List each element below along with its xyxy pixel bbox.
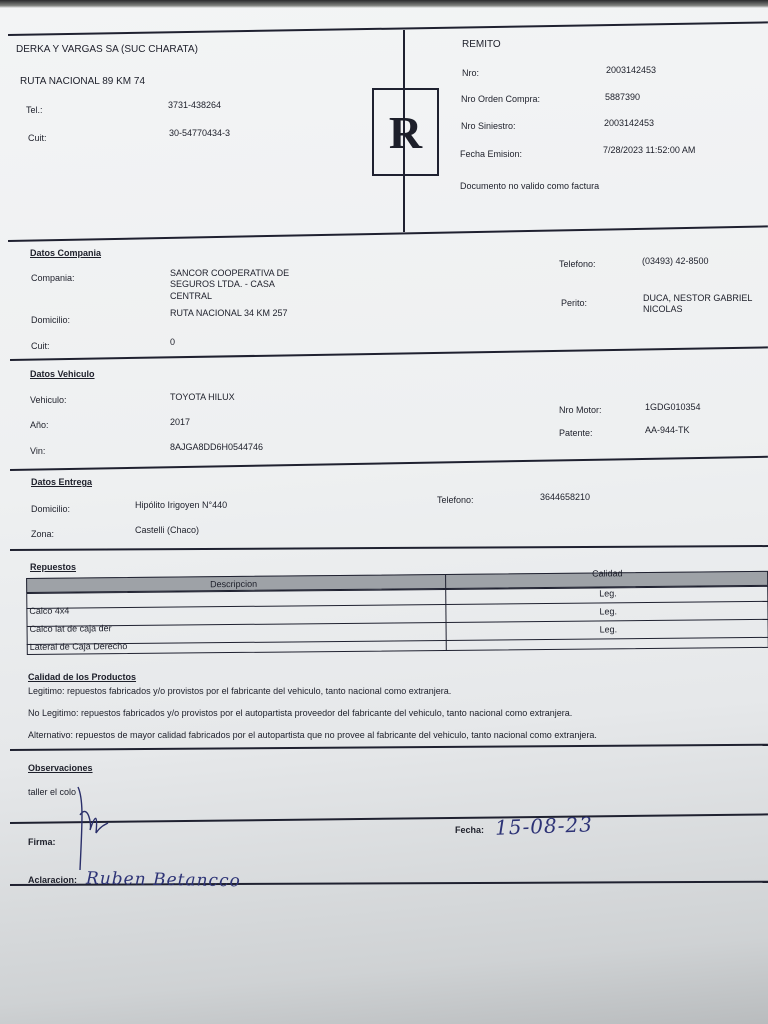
company-name: DERKA Y VARGAS SA (SUC CHARATA): [16, 44, 198, 55]
compania-line3: CENTRAL: [170, 291, 213, 301]
repuestos-heading: Repuestos: [30, 562, 77, 572]
vin-label: Vin:: [30, 446, 46, 456]
signature-mark: [70, 775, 110, 875]
col-calidad: Calidad: [592, 568, 623, 579]
compania-telefono: (03493) 42-8500: [642, 256, 709, 266]
compania-line1: SANCOR COOPERATIVA DE: [170, 268, 290, 278]
compania-domicilio-label: Domicilio:: [31, 315, 71, 325]
aclaracion-label: Aclaracion:: [28, 875, 78, 885]
perito-line1: DUCA, NESTOR GABRIEL: [643, 293, 753, 303]
remito-orden-label: Nro Orden Compra:: [461, 94, 541, 104]
remito-siniestro: 2003142453: [604, 118, 655, 128]
col-descripcion: Descripcion: [210, 578, 258, 590]
observaciones-heading: Observaciones: [28, 763, 93, 773]
calidad-alternativo: Alternativo: repuestos de mayor calidad fabricados por el autopartista que no provee al fabricante del vehiculo, tanto nacional como extranjera.: [28, 730, 597, 740]
doc-letter-box: R: [372, 88, 439, 176]
compania-cuit-label: Cuit:: [31, 341, 50, 351]
table-cell-descripcion: Calco 4x4: [29, 605, 70, 616]
observaciones-text: taller el colo: [28, 787, 77, 797]
anio-label: Año:: [30, 420, 49, 430]
calidad-heading: Calidad de los Productos: [28, 672, 137, 682]
entrega-domicilio: Hipólito Irigoyen N°440: [135, 500, 228, 510]
remito-orden: 5887390: [605, 92, 641, 102]
aclaracion-handwritten: Ruben Betancco: [85, 868, 241, 892]
motor-value: 1GDG010354: [645, 402, 701, 412]
company-cuit: 30-54770434-3: [169, 128, 231, 138]
vehiculo-label: Vehiculo:: [30, 395, 67, 405]
vehiculo-bottom-rule: [10, 456, 768, 471]
remito-siniestro-label: Nro Siniestro:: [461, 121, 516, 131]
entrega-telefono-label: Telefono:: [437, 495, 474, 505]
patente-value: AA-944-TK: [645, 425, 690, 435]
remito-nro-label: Nro:: [462, 68, 480, 78]
compania-cuit: 0: [170, 337, 176, 347]
firma-label: Firma:: [28, 837, 56, 847]
compania-heading: Datos Compania: [30, 248, 102, 258]
remito-title: REMITO: [462, 39, 501, 50]
table-cell-calidad: Leg.: [599, 624, 618, 635]
table-cell-descripcion: Lateral de Caja Derecho: [29, 641, 128, 652]
calidad-bottom-rule: [10, 744, 768, 751]
vehiculo-heading: Datos Vehiculo: [30, 369, 95, 379]
compania-bottom-rule: [10, 346, 768, 361]
remito-nro: 2003142453: [606, 65, 657, 75]
compania-label: Compania:: [31, 273, 75, 283]
company-cuit-label: Cuit:: [28, 133, 47, 143]
observaciones-bottom-rule: [10, 813, 768, 824]
fecha-label: Fecha:: [455, 825, 485, 835]
remito-fecha-label: Fecha Emision:: [460, 149, 523, 159]
perito-line2: NICOLAS: [643, 304, 683, 314]
compania-domicilio: RUTA NACIONAL 34 KM 257: [170, 308, 288, 318]
vehiculo-value: TOYOTA HILUX: [170, 392, 235, 402]
company-tel-label: Tel.:: [26, 105, 43, 115]
table-cell-calidad: Leg.: [599, 588, 617, 599]
perito-label: Perito:: [561, 298, 588, 308]
calidad-no-legitimo: No Legitimo: repuestos fabricados y/o provistos por el autopartista proveedor del fabricante del vehiculo, tanto nacional como extranjera.: [28, 708, 573, 718]
company-tel: 3731-438264: [168, 100, 222, 110]
entrega-domicilio-label: Domicilio:: [31, 504, 71, 514]
entrega-telefono: 3644658210: [540, 492, 591, 502]
entrega-heading: Datos Entrega: [31, 477, 93, 487]
table-cell-calidad: Leg.: [599, 606, 618, 617]
fecha-handwritten: 15-08-23: [494, 812, 594, 840]
entrega-zona-label: Zona:: [31, 529, 55, 539]
entrega-zona: Castelli (Chaco): [135, 525, 200, 535]
remito-fecha: 7/28/2023 11:52:00 AM: [603, 145, 696, 155]
scan-shadow: [0, 0, 768, 8]
vin-value: 8AJGA8DD6H0544746: [170, 442, 264, 452]
header-top-rule: [8, 21, 768, 36]
table-cell-descripcion: Calco lat de caja der: [29, 623, 112, 634]
calidad-legitimo: Legitimo: repuestos fabricados y/o provistos por el fabricante del vehiculo, tanto nacional como extranjera.: [28, 686, 452, 696]
compania-line2: SEGUROS LTDA. - CASA: [170, 279, 275, 289]
repuestos-table: [26, 563, 768, 656]
anio-value: 2017: [170, 417, 191, 427]
entrega-bottom-rule: [10, 545, 768, 551]
compania-telefono-label: Telefono:: [559, 259, 596, 269]
company-address: RUTA NACIONAL 89 KM 74: [20, 76, 146, 87]
header-bottom-rule: [8, 225, 768, 242]
motor-label: Nro Motor:: [559, 405, 602, 415]
remito-note: Documento no valido como factura: [460, 181, 600, 191]
patente-label: Patente:: [559, 428, 593, 438]
